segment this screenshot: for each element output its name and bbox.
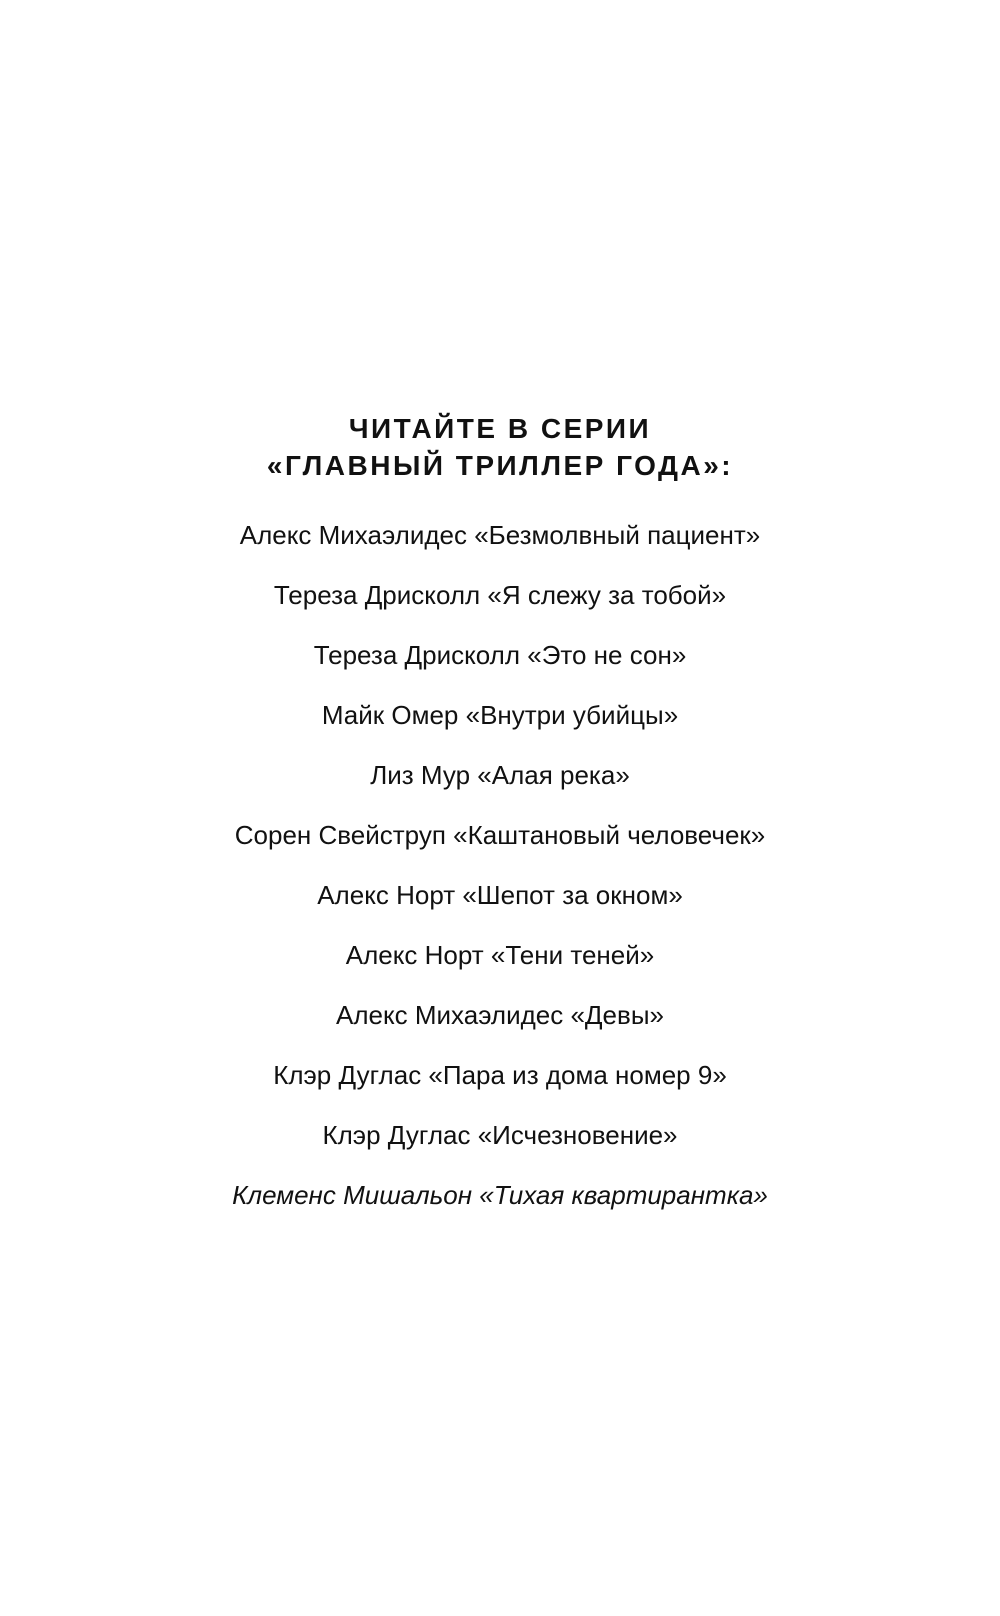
book-list [0,520,1000,1240]
series-heading-line-1: ЧИТАЙТЕ В СЕРИИ [348,413,652,444]
book-item: Тереза Дрисколл «Это не сон» [313,640,687,670]
series-heading-line-2: «ГЛАВНЫЙ ТРИЛЛЕР ГОДА»: [266,450,734,481]
book-item: Клэр Дуглас «Исчезновение» [322,1120,678,1150]
book-item: Алекс Михаэлидес «Девы» [336,1000,664,1030]
book-item: Клеменс Мишальон «Тихая квартирантка» [232,1180,768,1210]
book-item: Лиз Мур «Алая река» [370,760,630,790]
series-heading [0,410,1000,484]
book-item: Алекс Норт «Шепот за окном» [317,880,683,910]
book-item: Клэр Дуглас «Пара из дома номер 9» [273,1060,727,1090]
book-item: Тереза Дрисколл «Я слежу за тобой» [273,580,727,610]
book-item: Алекс Норт «Тени теней» [345,940,655,970]
book-item: Майк Омер «Внутри убийцы» [321,700,679,730]
book-item: Сорен Свейструп «Каштановый человечек» [234,820,766,850]
book-item: Алекс Михаэлидес «Безмолвный пациент» [239,520,761,550]
